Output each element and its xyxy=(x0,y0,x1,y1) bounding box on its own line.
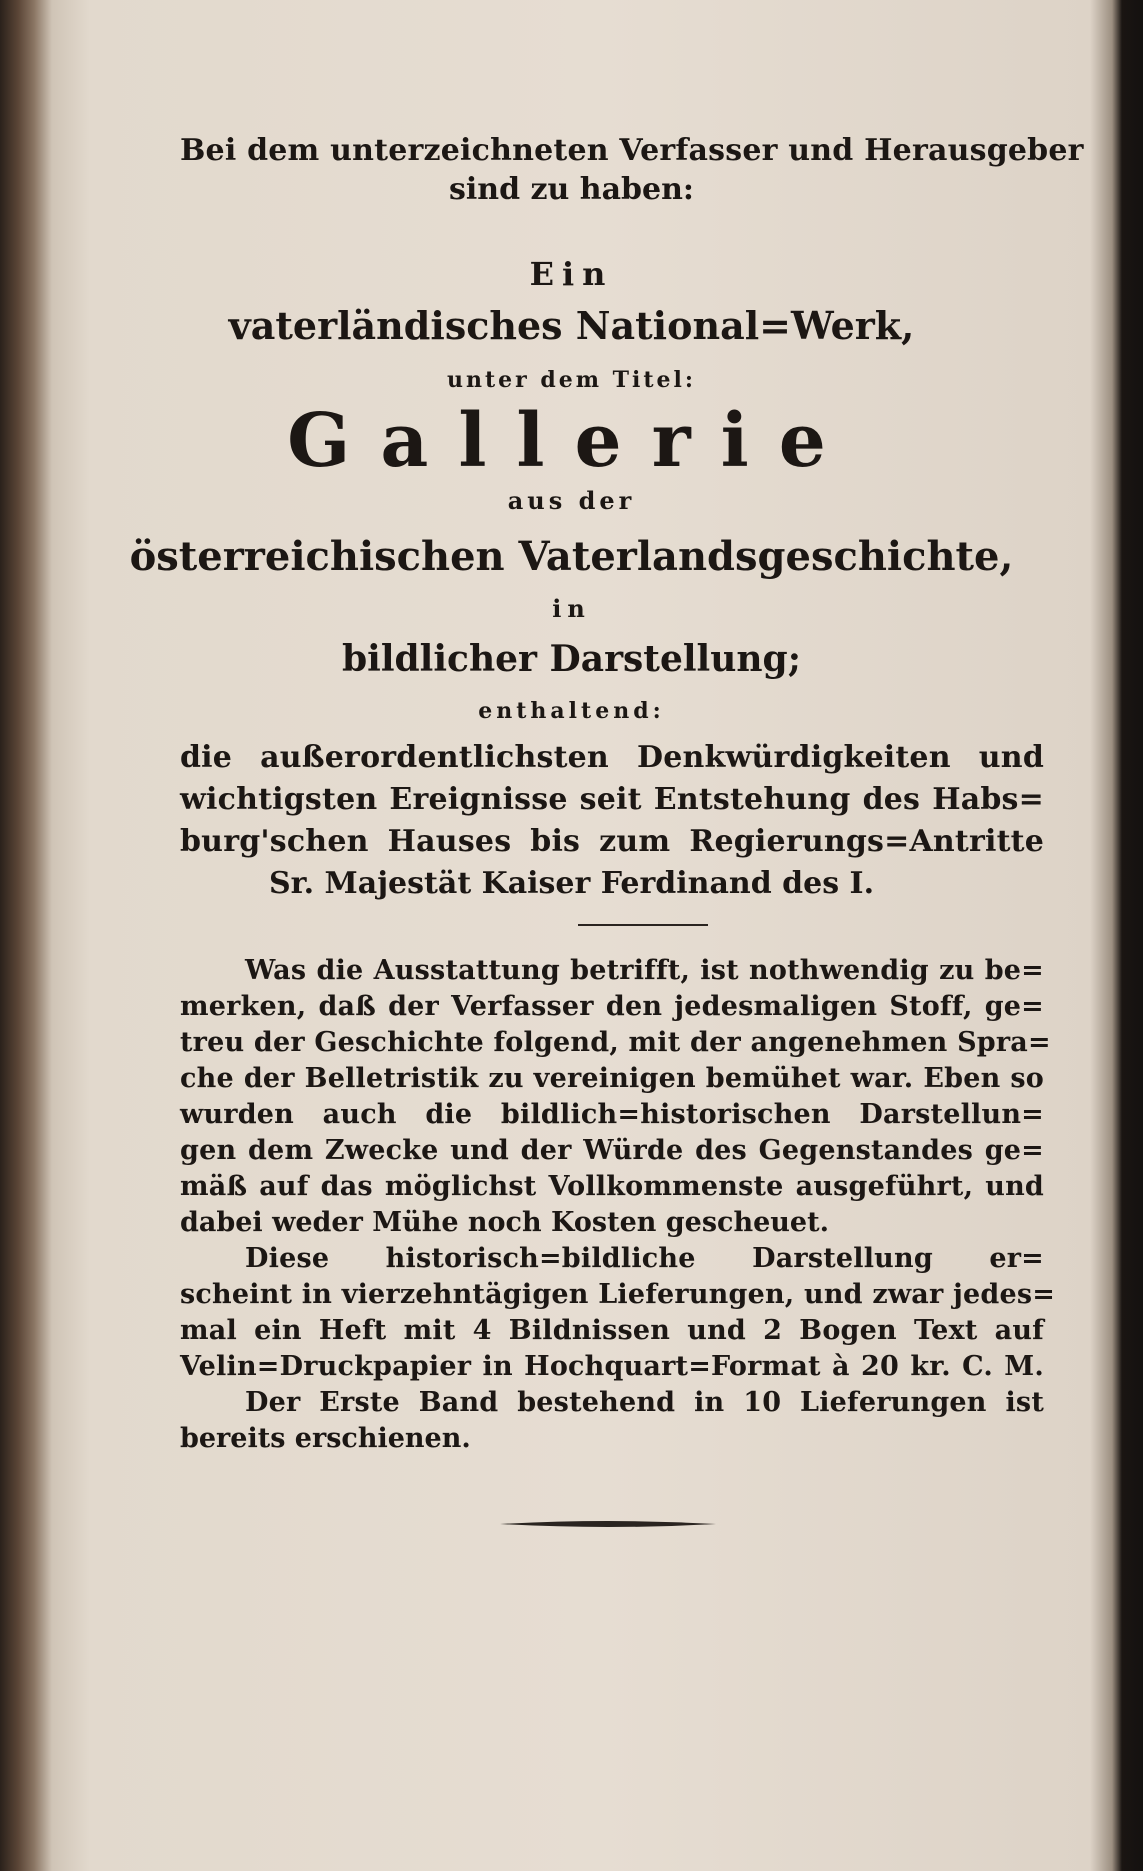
heading-line-2: sind zu haben: xyxy=(448,172,694,207)
paragraph-line: scheint in vierzehntägigen Lieferungen, und zwar jedes= xyxy=(180,1279,1056,1310)
paragraph-line: wurden auch die bildlich=historischen Darstellun= xyxy=(180,1099,1044,1130)
paragraph-line: dabei weder Mühe noch Kosten gescheuet. xyxy=(180,1207,829,1238)
paragraph-line: bereits erschienen. xyxy=(180,1423,471,1454)
heading-national-werk: vaterländisches National=Werk, xyxy=(228,303,915,348)
contents-line: wichtigsten Ereignisse seit Entstehung des Habs= xyxy=(180,782,1044,817)
heading-line-1: Bei dem unterzeichneten Verfasser und Herausgeber xyxy=(180,133,1084,168)
ornamental-rule-icon xyxy=(500,1519,716,1529)
paragraph-line: mal ein Heft mit 4 Bildnissen und 2 Bogen Text auf xyxy=(180,1315,1044,1346)
heading-aus-der: aus der xyxy=(507,486,636,515)
divider-rule xyxy=(578,924,708,926)
paragraph-line: merken, daß der Verfasser den jedesmaligen Stoff, ge= xyxy=(180,991,1044,1022)
subtitle: österreichischen Vaterlandsgeschichte, xyxy=(129,533,1014,580)
contents-line: Sr. Majestät Kaiser Ferdinand des I. xyxy=(268,866,875,901)
paragraph-line: Was die Ausstattung betrifft, ist nothwendig zu be= xyxy=(245,955,1044,986)
heading-in: in xyxy=(552,594,591,623)
paragraph-line: mäß auf das möglichst Vollkommenste ausgeführt, und xyxy=(180,1171,1044,1202)
paragraph-line: gen dem Zwecke und der Würde des Gegenstandes ge= xyxy=(180,1135,1044,1166)
title: Gallerie xyxy=(287,398,856,484)
heading-enthaltend: enthaltend: xyxy=(478,698,665,724)
paragraph-line: Der Erste Band bestehend in 10 Lieferungen ist xyxy=(245,1387,1044,1418)
heading-ein: Ein xyxy=(529,255,614,293)
paragraph-line: treu der Geschichte folgend, mit der angenehmen Spra= xyxy=(180,1027,1051,1058)
paragraph-line: Velin=Druckpapier in Hochquart=Format à 20 kr. C. M. xyxy=(180,1351,1044,1382)
contents-line: die außerordentlichsten Denkwürdigkeiten und xyxy=(180,740,1044,775)
paragraph-line: che der Belletristik zu vereinigen bemühet war. Eben so xyxy=(180,1063,1044,1094)
heading-darstellung: bildlicher Darstellung; xyxy=(341,638,802,680)
heading-unter-dem-titel: unter dem Titel: xyxy=(446,367,697,393)
contents-line: burg'schen Hauses bis zum Regierungs=Antritte xyxy=(180,824,1044,859)
paragraph-line: Diese historisch=bildliche Darstellung er= xyxy=(245,1243,1044,1274)
